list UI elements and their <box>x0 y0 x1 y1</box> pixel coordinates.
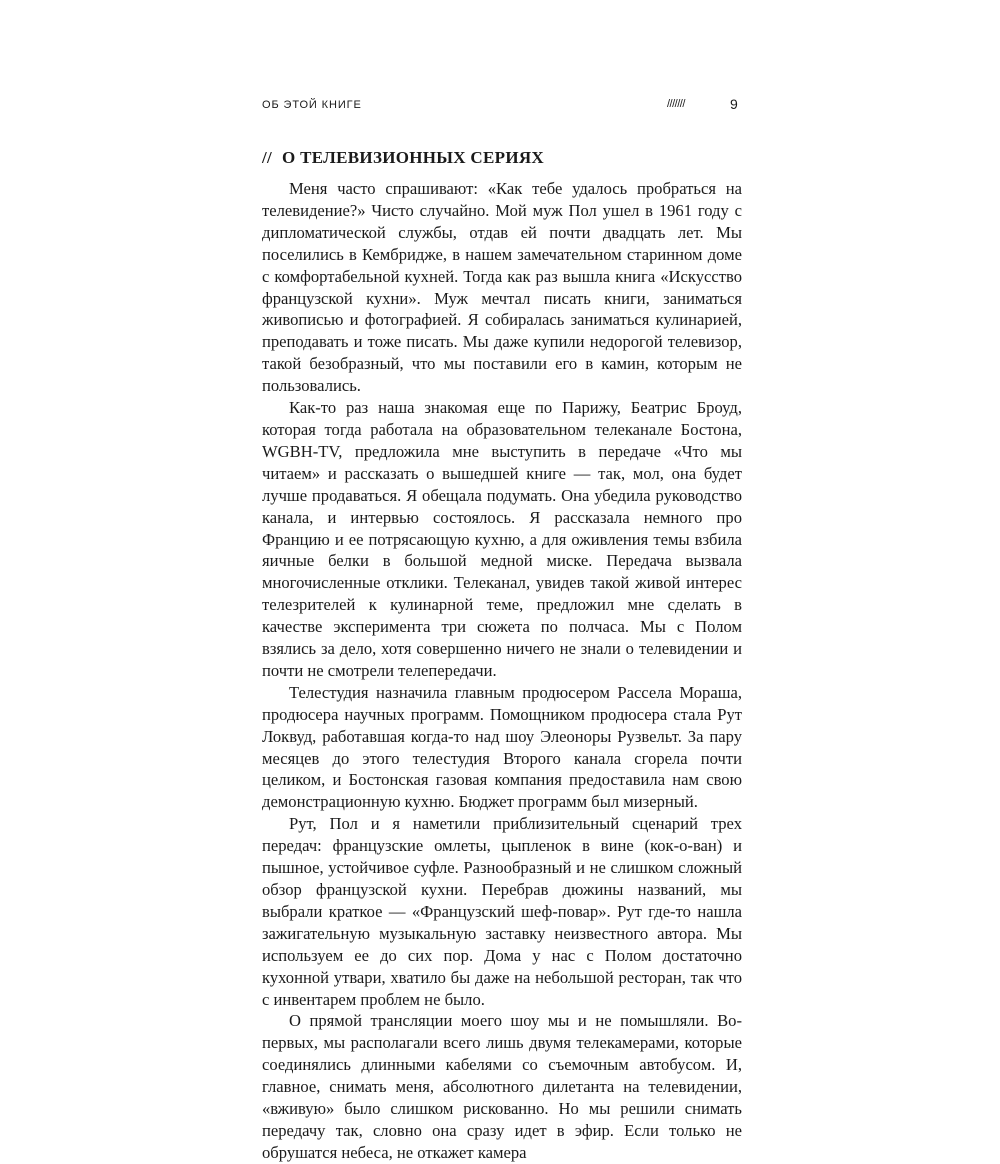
section-title-text: О ТЕЛЕВИЗИОННЫХ СЕРИЯХ <box>282 148 545 167</box>
paragraph-2: Как-то раз наша знакомая еще по Парижу, Беатрис Броуд, которая тогда работала на образовательном телеканале Бостона, WGBH-TV, предложила мне выступить в передаче «Что мы читаем» и рассказать о вышедшей книге — так, мол, она будет лучше продаваться. Я обещала подумать. Она убедила руководство канала, и интервью состоялось. Я рассказала немного про Францию и ее потрясающую кухню, а для оживления темы взбила яичные белки в большой медной миске. Передача вызвала многочисленные отклики. Телеканал, увидев такой живой интерес телезрителей к кулинарной теме, предложил мне сделать в качестве эксперимента три сюжета по полчаса. Мы с Полом взялись за дело, хотя совершенно ничего не знали о телевидении и почти не смотрели телепередачи. <box>262 398 742 680</box>
page-number: 9 <box>730 96 738 112</box>
section-title <box>262 148 752 168</box>
paragraph-5: О прямой трансляции моего шоу мы и не помышляли. Во-первых, мы располагали всего лишь двумя телекамерами, которые соединялись длинными кабелями со съемочным автобусом. И, главное, снимать меня, абсолютного дилетанта на телевидении, «вживую» было слишком рискованно. Но мы решили снимать передачу так, словно она сразу идет в эфир. Если только не обрушатся небеса, не откажет камера <box>262 1011 742 1162</box>
section-mark: // <box>262 148 273 167</box>
paragraph-3: Телестудия назначила главным продюсером Рассела Мораша, продюсера научных программ. Помощником продюсера стала Рут Локвуд, работавшая когда-то над шоу Элеоноры Рузвельт. За пару месяцев до этого телестудия Второго канала сгорела почти целиком, и Бостонская газовая компания предоставила нам свою демонстрационную кухню. Бюджет программ был мизерный. <box>262 682 742 812</box>
paragraph-4: Рут, Пол и я наметили приблизительный сценарий трех передач: французские омлеты, цыпленок в вине (кок-о-ван) и пышное, устойчивое суфле. Разнообразный и не слишком сложный обзор французской кухни. Перебрав дюжины названий, мы выбрали краткое — «Французский шеф-повар». Рут где-то нашла зажигательную музыкальную заставку неизвестного автора. Мы используем ее до сих пор. Дома у нас с Полом достаточно кухонной утвари, хватило бы даже на небольшой ресторан, так что с инвентарем проблем не было. <box>262 814 742 1009</box>
header-slash-marks: /////// <box>667 98 685 110</box>
body-text <box>262 178 742 1164</box>
paragraph-1: Меня часто спрашивают: «Как тебе удалось пробраться на телевидение?» Чисто случайно. Мой муж Пол ушел в 1961 году с дипломатической службы, отдав ей почти двадцать лет. Мы поселились в Кембридже, в нашем замечательном старинном доме с комфортабельной кухней. Тогда как раз вышла книга «Искусство французской кухни». Муж мечтал писать книги, заниматься живописью и фотографией. Я собиралась заниматься кулинарией, преподавать и тоже писать. Мы даже купили недорогой телевизор, такой безобразный, что мы поставили его в камин, которым не пользовались. <box>262 179 742 396</box>
running-header: ОБ ЭТОЙ КНИГЕ <box>262 99 362 111</box>
